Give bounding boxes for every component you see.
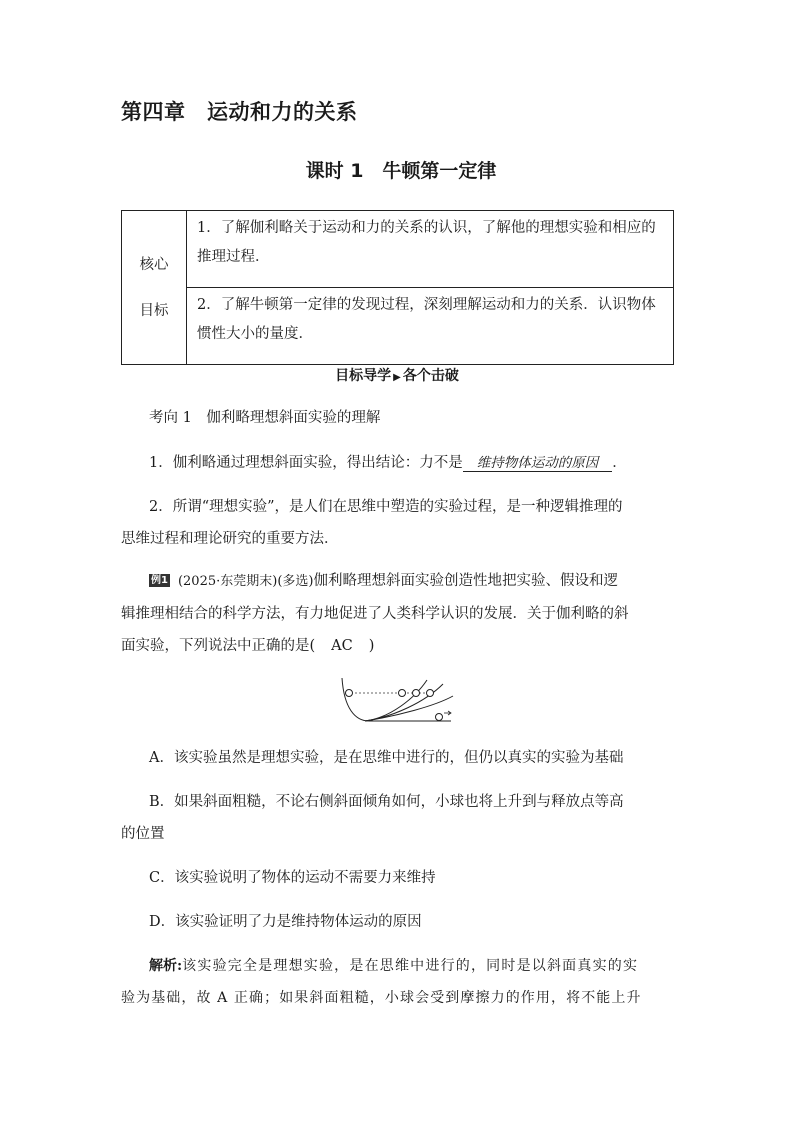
ball-right-1 xyxy=(399,690,406,697)
lesson-title: 课时 1 牛顿第一定律 xyxy=(305,160,497,182)
fill-blank-answer: 维持物体运动的原因 xyxy=(463,451,613,472)
triangle-icon: ▶ xyxy=(393,372,401,383)
section-header-right: 各个击破 xyxy=(402,368,459,384)
option-c: C．该实验说明了物体的运动不需要力来维持 xyxy=(149,870,436,886)
section-header xyxy=(0,365,794,385)
example-text-1: 伽利略理想斜面实验创造性地把实验、假设和逻 xyxy=(313,573,618,589)
point-1-text: 1．伽利略通过理想斜面实验，得出结论：力不是 xyxy=(149,455,463,471)
option-d: D．该实验证明了力是维持物体运动的原因 xyxy=(149,914,422,930)
solution-line-2: 验为基础，故 A 正确；如果斜面粗糙，小球会受到摩擦力的作用，将不能上升 xyxy=(121,990,642,1006)
example-text-3: 面实验，下列说法中正确的是( xyxy=(121,638,316,654)
ball-floor xyxy=(436,714,443,721)
ball-release xyxy=(346,690,353,697)
example-badge: 例1 xyxy=(151,575,168,586)
inclined-plane-figure xyxy=(335,670,455,726)
goal-item-2: 2．了解牛顿第一定律的发现过程，深刻理解运动和力的关系．认识物体惯性大小的量度． xyxy=(187,288,674,365)
option-a: A．该实验虽然是理想实验，是在思维中进行的，但仍以真实的实验为基础 xyxy=(149,750,624,766)
chapter-title: 第四章 运动和力的关系 xyxy=(121,100,358,124)
example-source: (2025·东莞期末)(多选) xyxy=(177,574,314,589)
goals-label xyxy=(122,211,187,365)
solution-text-1: 该实验完全是理想实验，是在思维中进行的，同时是以斜面真实的实 xyxy=(182,958,639,974)
option-b-line-1: B．如果斜面粗糙，不论右侧斜面倾角如何，小球也将上升到与释放点等高 xyxy=(149,794,624,810)
option-b-line-2: 的位置 xyxy=(121,826,165,842)
solution-line-1 xyxy=(149,955,638,975)
core-goals-table xyxy=(121,210,674,365)
example-line-3 xyxy=(121,634,374,655)
example-line-2: 辑推理相结合的科学方法，有力地促进了人类科学认识的发展．关于伽利略的斜 xyxy=(121,606,629,622)
left-ramp xyxy=(342,678,369,721)
example-answer: AC xyxy=(331,638,353,654)
goals-label-bottom: 目标 xyxy=(139,302,169,319)
ball-right-3 xyxy=(427,690,434,697)
ball-right-2 xyxy=(413,690,420,697)
example-line-1 xyxy=(149,569,618,590)
point-2-line-1: 2．所谓“理想实验”，是人们在思维中塑造的实验过程，是一种逻辑推理的 xyxy=(149,499,623,515)
point-1-end: ． xyxy=(612,455,627,471)
goals-label-top: 核心 xyxy=(139,256,169,273)
point-2-line-2: 思维过程和理论研究的重要方法． xyxy=(121,531,339,547)
section-header-left: 目标导学 xyxy=(335,368,392,384)
point-1 xyxy=(149,451,627,472)
goal-item-1: 1．了解伽利略关于运动和力的关系的认识，了解他的理想实验和相应的推理过程． xyxy=(187,211,674,288)
topic-heading: 考向 1 伽利略理想斜面实验的理解 xyxy=(149,410,381,426)
solution-label: 解析: xyxy=(149,958,183,974)
example-paren-close: ) xyxy=(368,638,375,654)
